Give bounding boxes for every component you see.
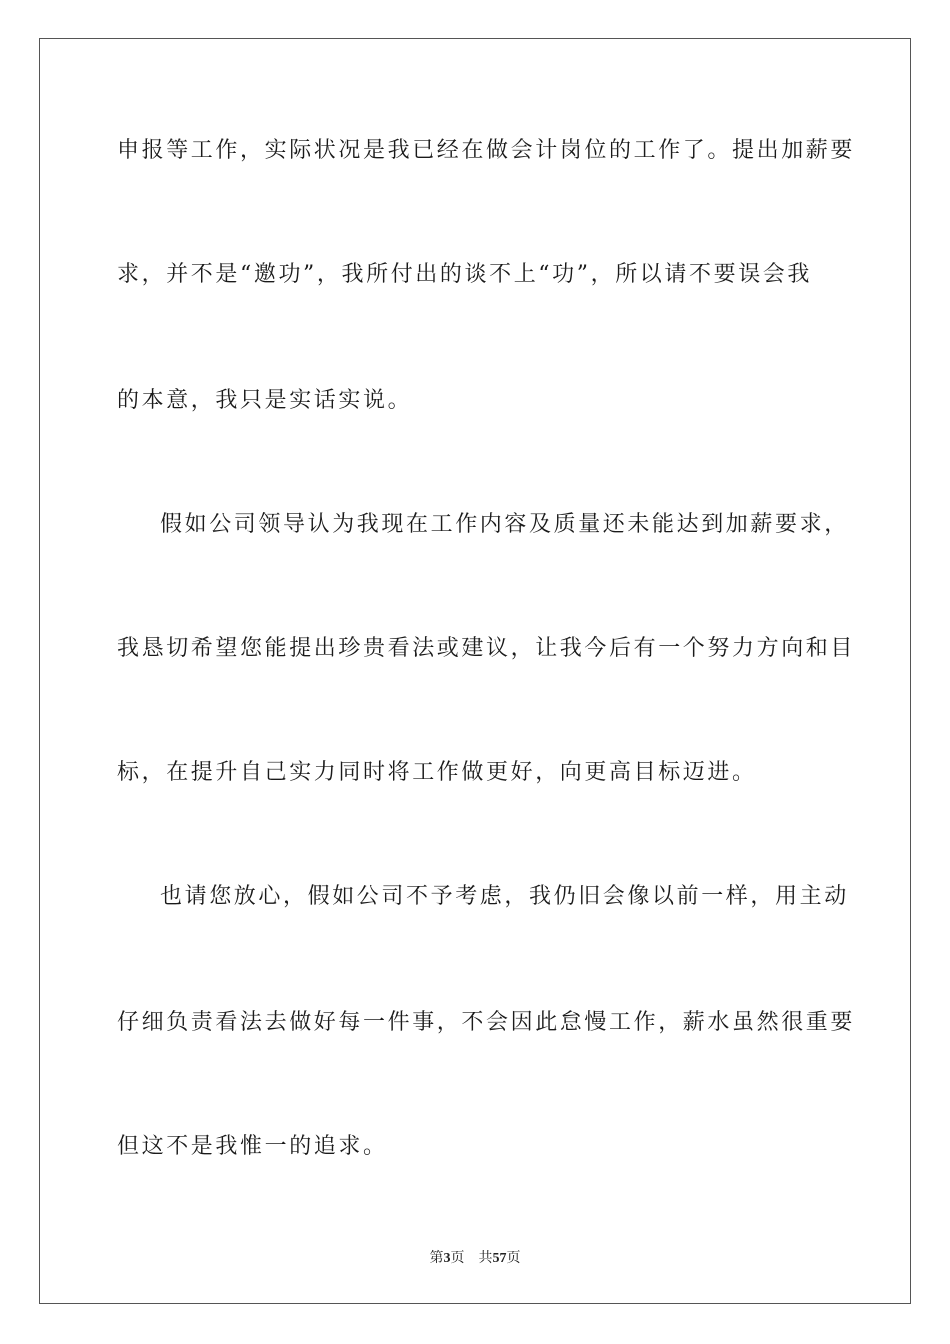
page-prefix: 第 [429, 1250, 444, 1266]
total-suffix: 页 [506, 1250, 521, 1266]
paragraph-start-line: 假如公司领导认为我现在工作内容及质量还未能达到加薪要求， [160, 512, 849, 537]
body-text-line: 但这不是我惟一的追求。 [117, 1134, 388, 1159]
page-suffix: 页 [450, 1250, 465, 1266]
page-border [39, 38, 911, 1304]
page-number: 3 [443, 1251, 451, 1266]
body-text-line: 求，并不是“邀功”，我所付出的谈不上“功”，所以请不要误会我 [117, 262, 812, 287]
body-text-line: 我恳切希望您能提出珍贵看法或建议，让我今后有一个努力方向和目 [117, 636, 856, 661]
body-text-line: 标，在提升自己实力同时将工作做更好，向更高目标迈进。 [117, 760, 757, 785]
body-text-line: 申报等工作，实际状况是我已经在做会计岗位的工作了。提出加薪要 [117, 138, 856, 163]
paragraph-start-line: 也请您放心，假如公司不予考虑，我仍旧会像以前一样，用主动 [160, 884, 849, 909]
body-text-line: 仔细负责看法去做好每一件事，不会因此怠慢工作，薪水虽然很重要 [117, 1010, 856, 1035]
page-footer [0, 1249, 950, 1268]
total-pages: 57 [492, 1251, 507, 1266]
body-text-line: 的本意，我只是实话实说。 [117, 388, 413, 413]
total-prefix: 共 [478, 1250, 493, 1266]
